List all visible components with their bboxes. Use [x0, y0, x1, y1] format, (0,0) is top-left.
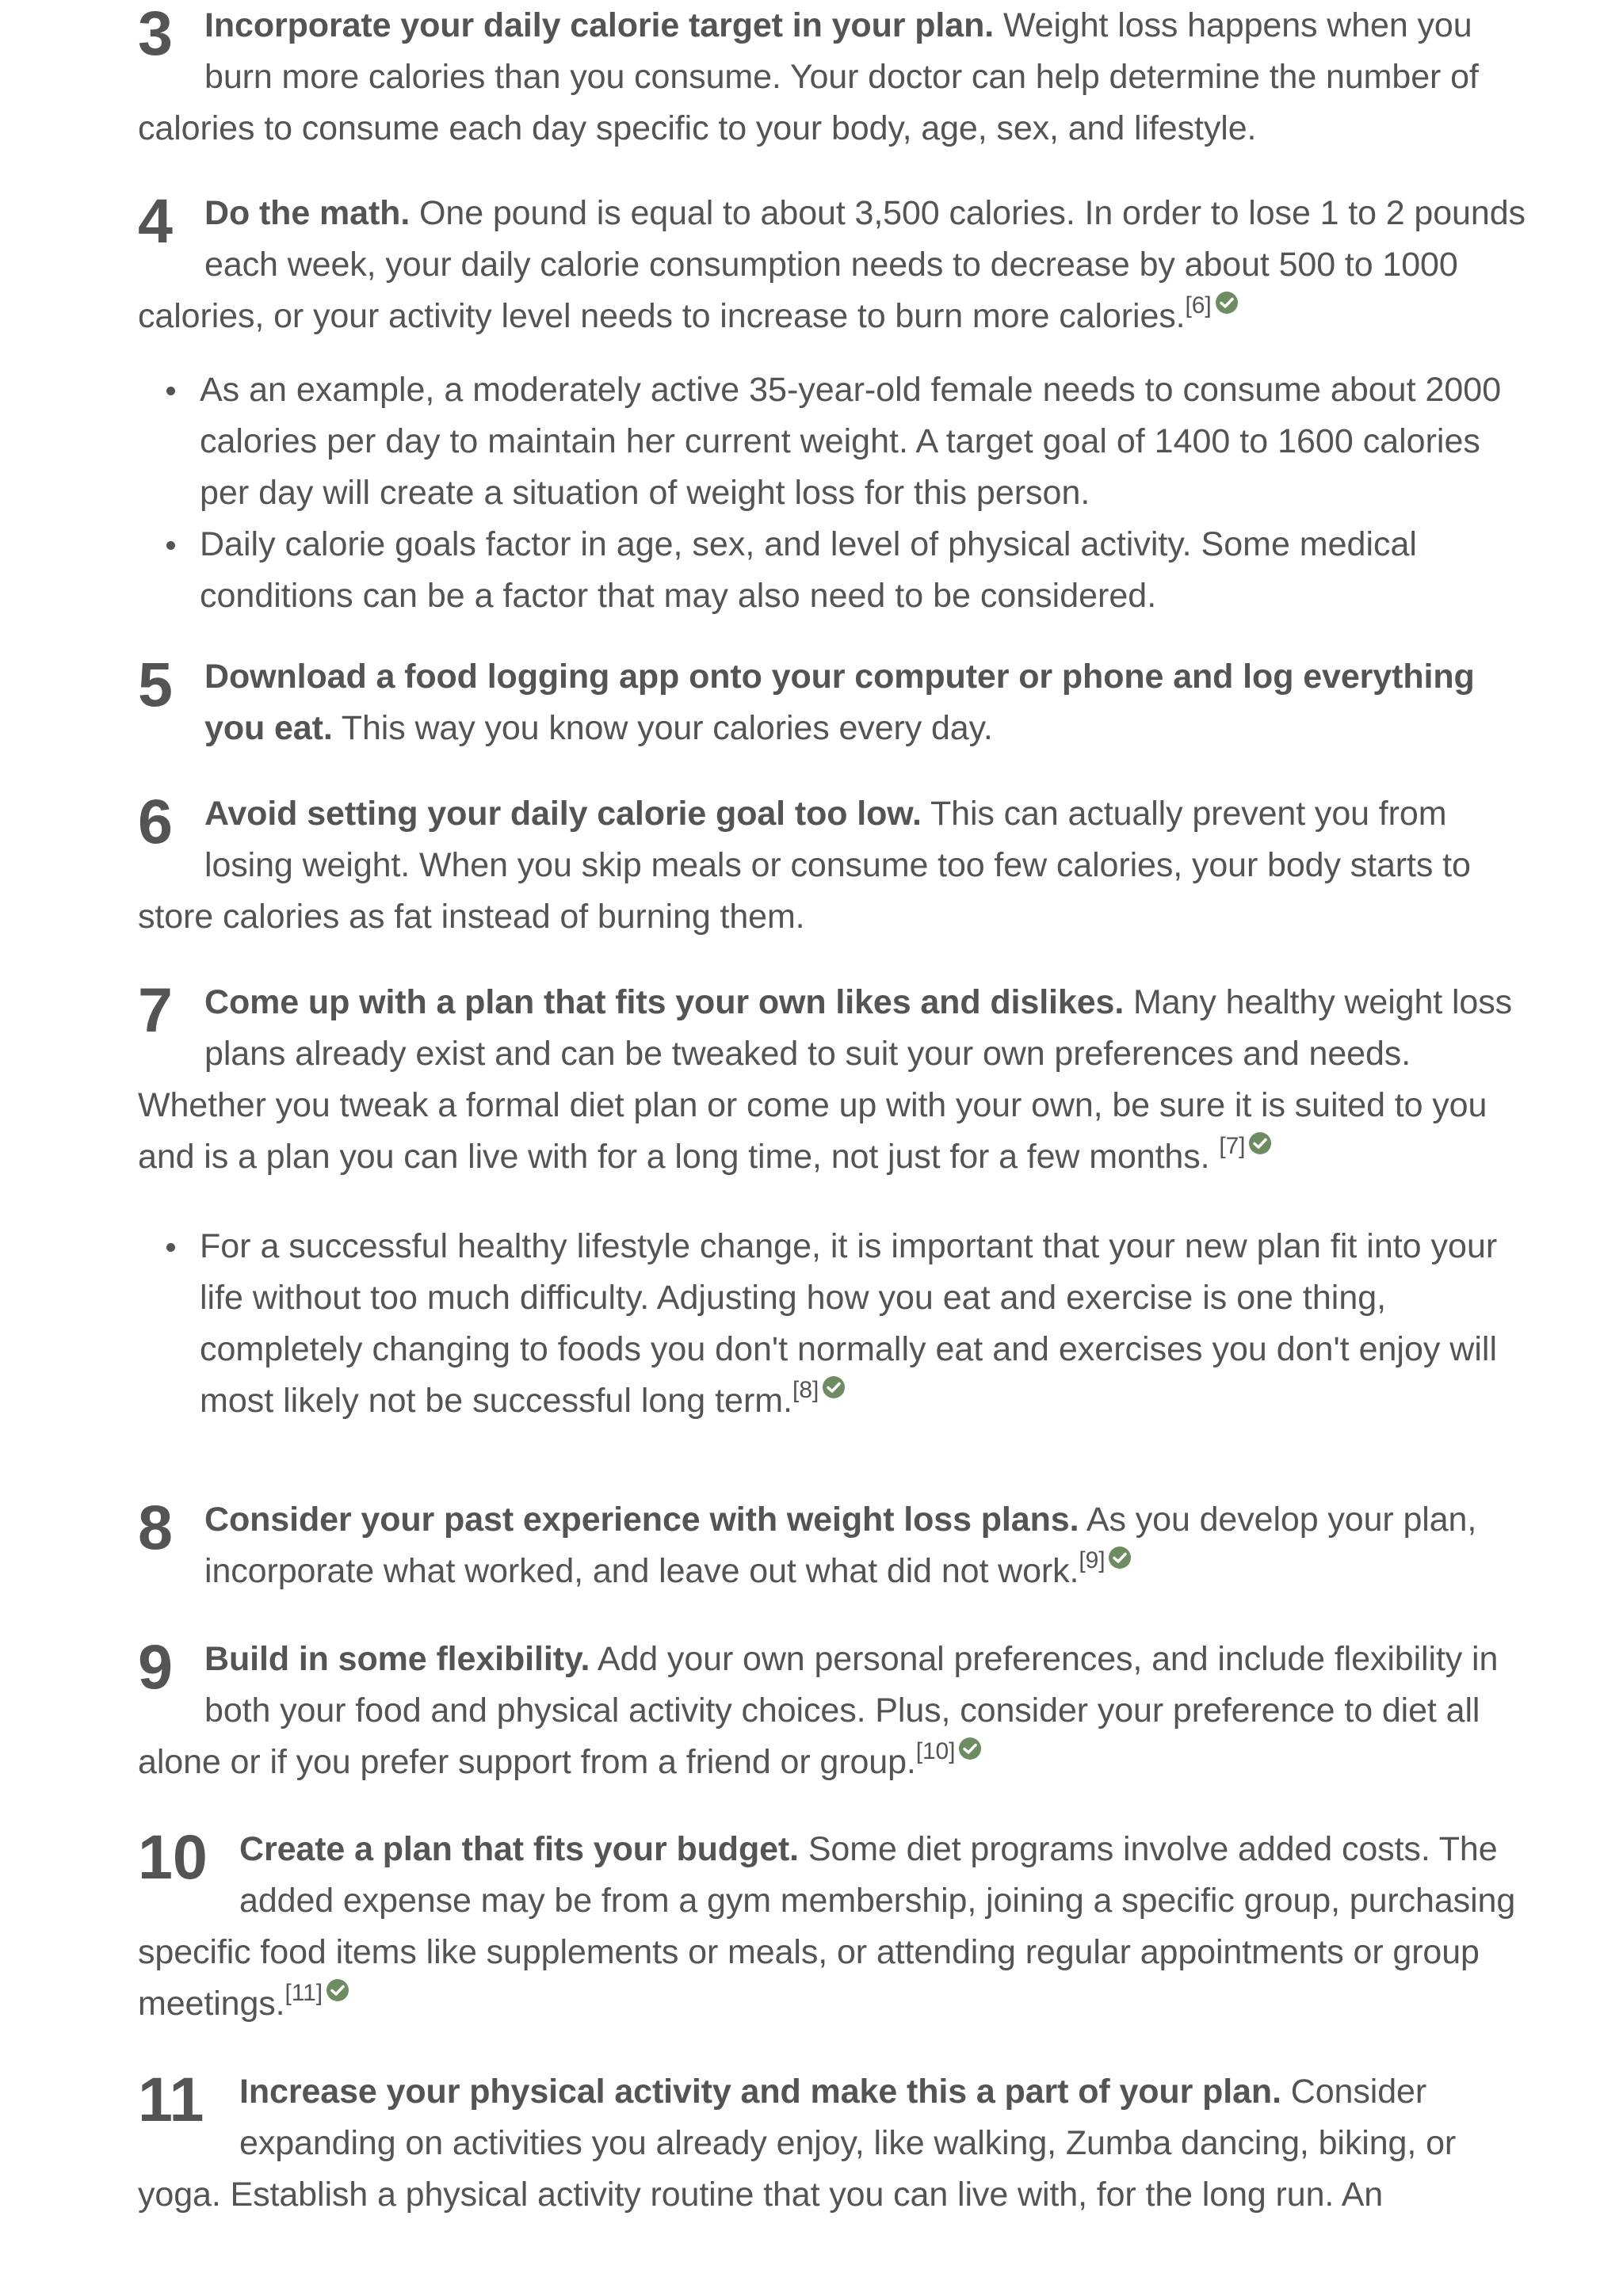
bullet-icon [166, 541, 175, 550]
step-number: 11 [138, 2064, 204, 2134]
step-number: 8 [138, 1492, 173, 1562]
step-title: Come up with a plan that fits your own likes and dislikes. [204, 983, 1125, 1021]
step-number: 10 [138, 1821, 208, 1892]
step-6 [138, 788, 1533, 943]
step-title: Consider your past experience with weight loss plans. [204, 1501, 1079, 1539]
reference-link[interactable]: [6] [1185, 292, 1212, 318]
verified-check-icon [326, 1978, 349, 2002]
step-title: Build in some flexibility. [204, 1640, 590, 1678]
step-paragraph [138, 185, 1533, 342]
reference-link[interactable]: [8] [792, 1377, 819, 1403]
step-body: This can actually prevent you from losing weight. When you skip meals or consume too few calories, your body starts to store calories as fat instead of burning them. [138, 795, 1471, 936]
verified-check-icon [1248, 1131, 1272, 1155]
bullet-text: For a successful healthy lifestyle change, it is important that your new plan fit into your life without too much difficulty. Adjusting how you eat and exercise is one thing, completely changing to foods you don't normally eat and exercises you don't enjoy will most likely not be successful long term. [200, 1227, 1498, 1420]
step-number: 7 [138, 974, 173, 1045]
step-body: As you develop your plan, incorporate what worked, and leave out what did not work. [204, 1501, 1477, 1590]
bullet-icon [166, 387, 175, 395]
verified-check-icon [1108, 1546, 1132, 1569]
step-body: One pound is equal to about 3,500 calories. In order to lose 1 to 2 pounds each week, your daily calorie consumption needs to decrease by about 500 to 1000 calories, or your activity level needs to increase to burn more calories. [138, 194, 1526, 335]
step-number: 9 [138, 1631, 173, 1702]
step-paragraph [138, 1631, 1533, 1788]
list-item [200, 1221, 1533, 1427]
step-11 [138, 2066, 1533, 2221]
step-number: 5 [138, 649, 173, 719]
reference-link[interactable]: [7] [1219, 1133, 1246, 1159]
step-number: 4 [138, 185, 173, 256]
step-paragraph [138, 788, 1533, 943]
step-body: This way you know your calories every day. [332, 709, 993, 747]
step-title: Incorporate your daily calorie target in your plan. [204, 6, 995, 44]
step-title: Create a plan that fits your budget. [239, 1830, 799, 1868]
step-paragraph [138, 651, 1533, 754]
reference-link[interactable]: [10] [915, 1738, 956, 1764]
verified-check-icon [958, 1737, 982, 1760]
step-bullet-list [138, 364, 1533, 622]
bullet-icon [166, 1243, 175, 1252]
step-body: Add your own personal preferences, and include flexibility in both your food and physical activity choices. Plus, consider your preference to diet all alone or if you prefer support from a friend or group. [138, 1640, 1499, 1781]
list-item [200, 364, 1533, 519]
step-title: Avoid setting your daily calorie goal too low. [204, 795, 922, 833]
verified-check-icon [1215, 291, 1239, 315]
step-body: Some diet programs involve added costs. The added expense may be from a gym membership, joining a specific group, purchasing specific food items like supplements or meals, or attending regular appointments or group meetings. [138, 1830, 1516, 2023]
step-paragraph [138, 1494, 1533, 1597]
step-paragraph [138, 2066, 1533, 2221]
step-title: Do the math. [204, 194, 411, 232]
reference-link[interactable]: [9] [1079, 1547, 1106, 1573]
bullet-text: Daily calorie goals factor in age, sex, and level of physical activity. Some medical conditions can be a factor that may also need to be considered. [200, 525, 1417, 615]
step-number: 3 [138, 0, 173, 68]
step-body: Many healthy weight loss plans already exist and can be tweaked to suit your own preferences and needs. Whether you tweak a formal diet plan or come up with your own, be sure it is suited to you and is a plan you can live with for a long time, not just for a few months. [138, 983, 1513, 1176]
step-bullet-list [138, 1221, 1533, 1427]
reference-link[interactable]: [11] [285, 1980, 323, 2006]
step-3 [138, 0, 1533, 154]
step-10 [138, 1821, 1533, 2030]
step-9 [138, 1631, 1533, 1788]
step-paragraph [138, 974, 1533, 1183]
step-body: Consider expanding on activities you already enjoy, like walking, Zumba dancing, biking, or yoga. Establish a physical activity routine that you can live with, for the long run. An [138, 2073, 1457, 2214]
list-item [200, 519, 1533, 622]
step-title: Increase your physical activity and make this a part of your plan. [239, 2073, 1281, 2111]
step-paragraph [138, 0, 1533, 154]
step-title: Download a food logging app onto your computer or phone and log everything you eat. [204, 658, 1475, 747]
step-7 [138, 974, 1533, 1427]
step-paragraph [138, 1821, 1533, 2030]
verified-check-icon [822, 1375, 846, 1399]
step-number: 6 [138, 786, 173, 856]
step-body: Weight loss happens when you burn more calories than you consume. Your doctor can help determine the number of calories to consume each day specific to your body, age, sex, and lifestyle. [138, 6, 1479, 147]
step-8 [138, 1494, 1533, 1597]
bullet-text: As an example, a moderately active 35-year-old female needs to consume about 2000 calories per day to maintain her current weight. A target goal of 1400 to 1600 calories per day will create a situation of weight loss for this person. [200, 371, 1502, 512]
step-5 [138, 651, 1533, 754]
step-4 [138, 185, 1533, 622]
